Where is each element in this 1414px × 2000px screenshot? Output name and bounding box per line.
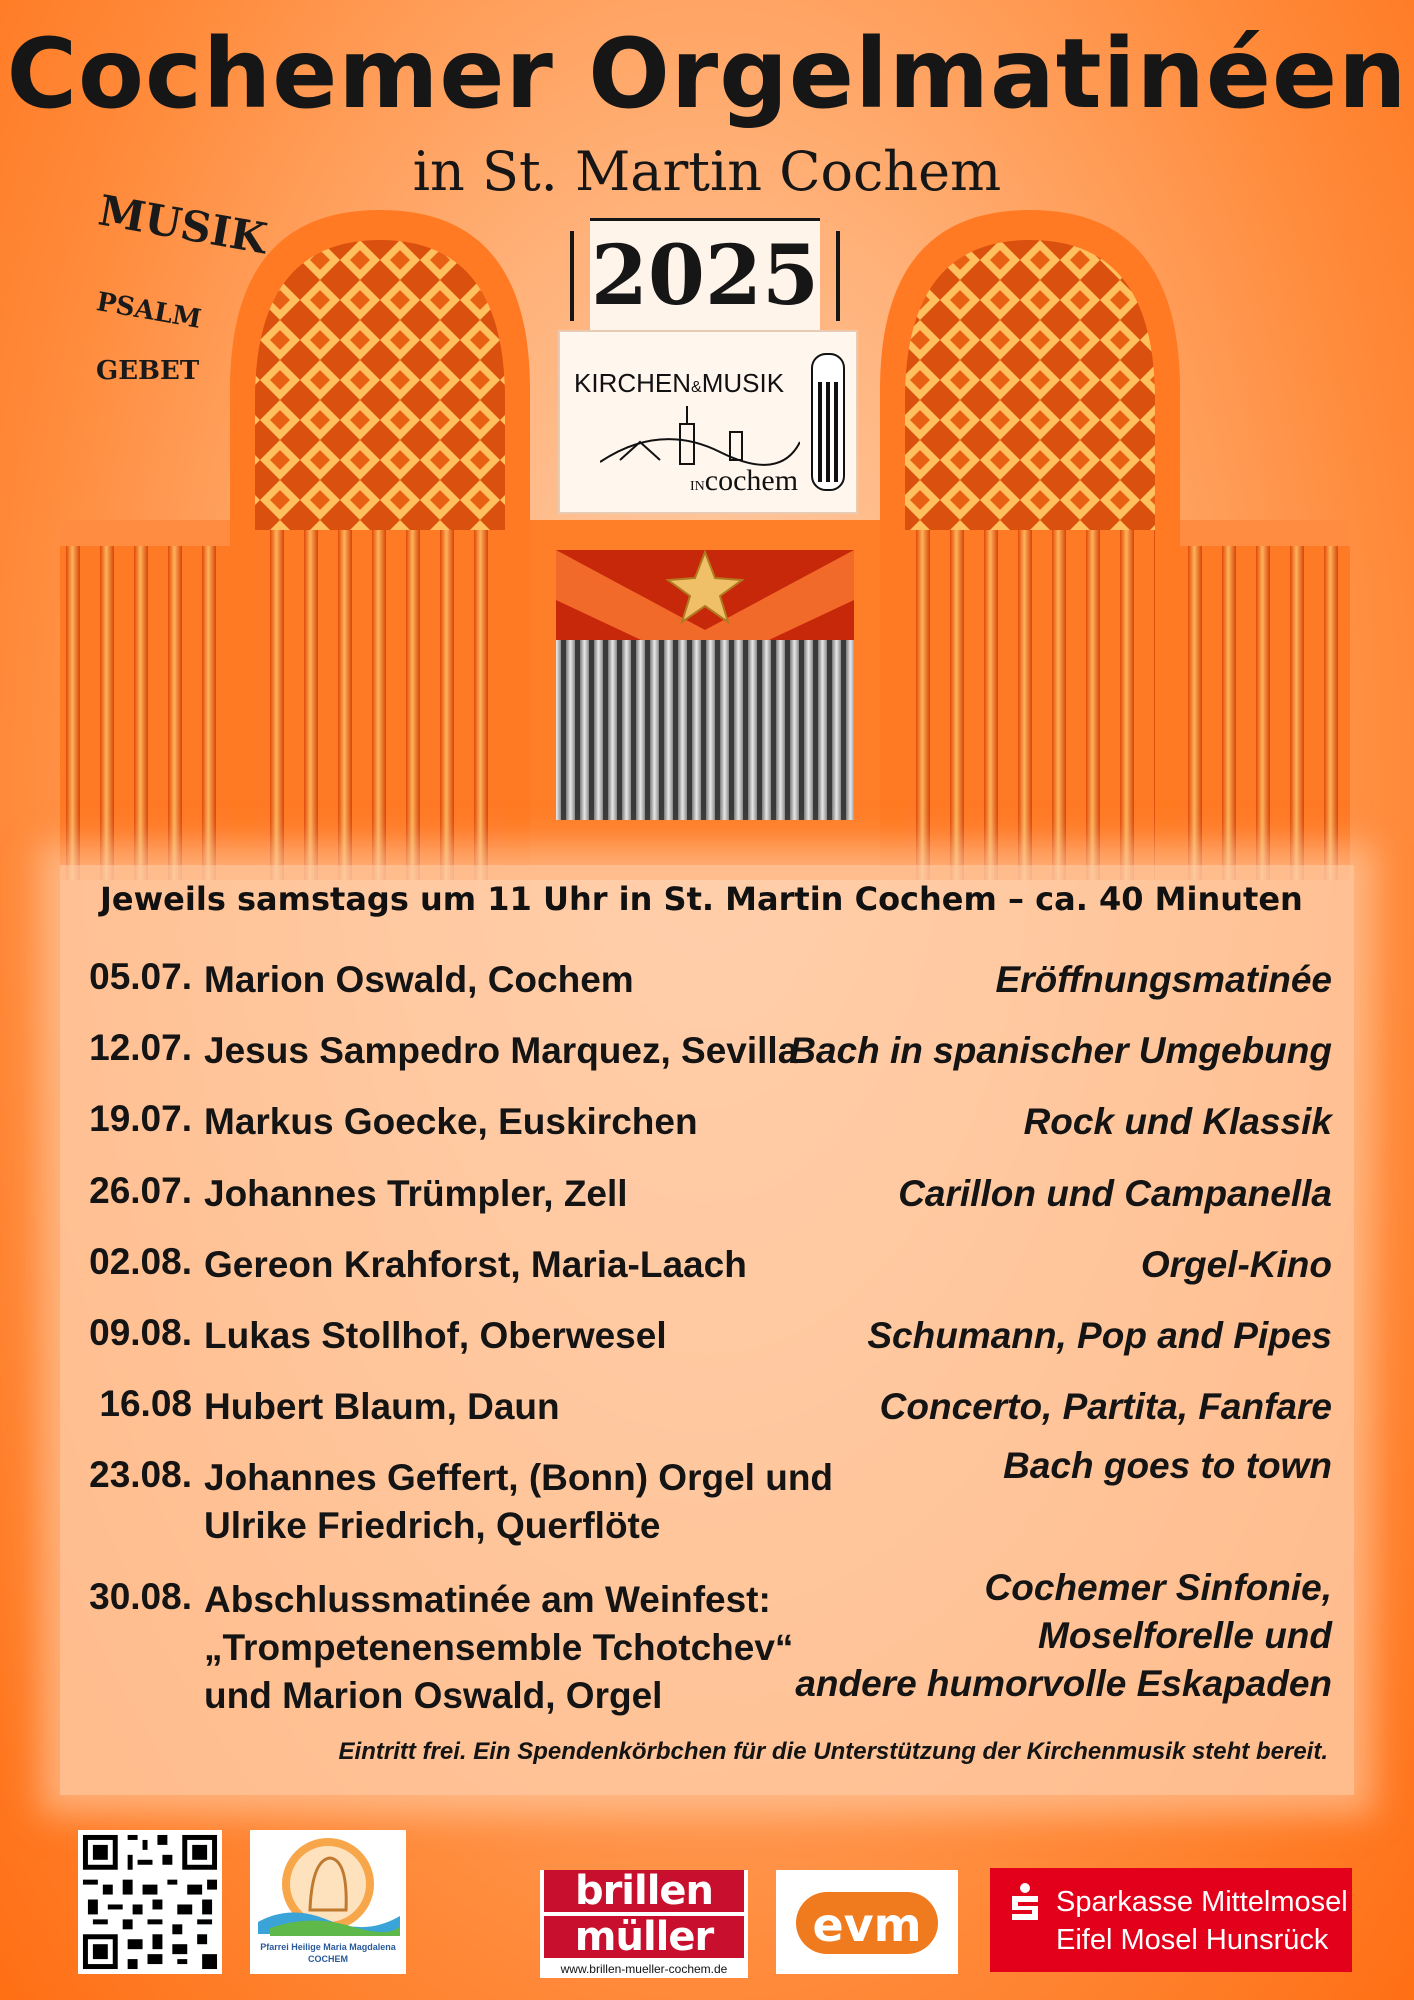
event-performer: Lukas Stollhof, Oberwesel	[204, 1315, 667, 1356]
logo-wordmark	[574, 368, 784, 399]
kirchenmusik-logo	[558, 330, 858, 514]
event-date: 30.08.	[89, 1576, 192, 1617]
poster-title: Cochemer Orgelmatinéen	[6, 18, 1408, 130]
logo-musik: MUSIK	[701, 368, 785, 398]
sparkasse-region: Eifel Mosel Hunsrück	[1056, 1924, 1329, 1956]
church-sketch-icon	[600, 402, 800, 472]
event-date: 26.07.	[89, 1170, 192, 1211]
event-date: 09.08.	[89, 1312, 192, 1353]
organ-pipe-logo-icon	[810, 352, 846, 492]
schedule-intro: Jeweils samstags um 11 Uhr in St. Martin Cochem – ca. 40 Minuten	[100, 880, 1303, 918]
evm-logo	[776, 1870, 958, 1974]
event-program: Cochemer Sinfonie, Moselforelle und andere humorvolle Eskapaden	[795, 1567, 1332, 1704]
parish-logo	[250, 1830, 406, 1974]
event-date: 16.08	[99, 1383, 192, 1424]
event-program: Schumann, Pop and Pipes	[867, 1315, 1332, 1356]
evm-wordmark: evm	[812, 1898, 922, 1952]
brillen-mueller-logo	[540, 1870, 748, 1978]
evm-badge	[796, 1892, 938, 1954]
event-program: Eröffnungsmatinée	[995, 959, 1332, 1000]
admission-note: Eintritt frei. Ein Spendenkörbchen für die Unterstützung der Kirchenmusik steht bereit.	[338, 1738, 1328, 1765]
qr-code[interactable]	[78, 1830, 222, 1974]
logo-ampersand: &	[691, 379, 702, 396]
parish-name: Pfarrei Heilige Maria Magdalena	[260, 1942, 396, 1952]
event-date: 05.07.	[89, 956, 192, 997]
event-performer: Jesus Sampedro Marquez, Sevilla	[204, 1030, 799, 1071]
event-program: Concerto, Partita, Fanfare	[879, 1386, 1332, 1427]
sparkasse-s-icon	[1008, 1882, 1042, 1922]
brillen-wordmark-bottom: müller	[544, 1916, 744, 1958]
side-word-musik: MUSIK	[95, 185, 271, 264]
logo-in: IN	[690, 479, 705, 494]
brillen-wordmark-top: brillen	[544, 1870, 744, 1912]
event-performer: Marion Oswald, Cochem	[204, 959, 634, 1000]
event-program: Carillon und Campanella	[898, 1173, 1332, 1214]
event-performer: Johannes Trümpler, Zell	[204, 1173, 628, 1214]
side-word-gebet: GEBET	[96, 356, 200, 386]
parish-place: COCHEM	[308, 1954, 348, 1964]
event-program: Rock und Klassik	[1023, 1101, 1332, 1142]
event-performer: Hubert Blaum, Daun	[204, 1386, 560, 1427]
logo-cochem: cochem	[704, 464, 799, 497]
year-badge: 2025	[590, 218, 820, 334]
event-performer: Gereon Krahforst, Maria-Laach	[204, 1244, 747, 1285]
event-date: 12.07.	[89, 1027, 192, 1068]
event-program: Orgel-Kino	[1140, 1244, 1332, 1285]
sparkasse-name: Sparkasse Mittelmosel	[1056, 1886, 1348, 1918]
event-performer: Abschlussmatinée am Weinfest: „Trompetenensemble Tchotchev“ und Marion Oswald, Orgel	[204, 1579, 794, 1716]
event-date: 19.07.	[89, 1098, 192, 1139]
sparkasse-logo	[990, 1868, 1352, 1972]
event-performer: Markus Goecke, Euskirchen	[204, 1101, 698, 1142]
logo-kirchen: KIRCHEN	[574, 368, 692, 398]
poster-subtitle: in St. Martin Cochem	[412, 140, 1002, 203]
event-date: 23.08.	[89, 1454, 192, 1495]
event-program: Bach in spanischer Umgebung	[789, 1030, 1332, 1071]
qr-code-icon	[78, 1830, 222, 1974]
brillen-url[interactable]: www.brillen-mueller-cochem.de	[560, 1962, 728, 1976]
parish-emblem-icon	[250, 1830, 406, 1942]
event-performer: Johannes Geffert, (Bonn) Orgel und Ulrike Friedrich, Querflöte	[204, 1457, 834, 1546]
logo-place	[690, 464, 798, 498]
event-date: 02.08.	[89, 1241, 192, 1282]
event-program: Bach goes to town	[1003, 1445, 1332, 1486]
side-word-psalm: PSALM	[94, 287, 204, 335]
